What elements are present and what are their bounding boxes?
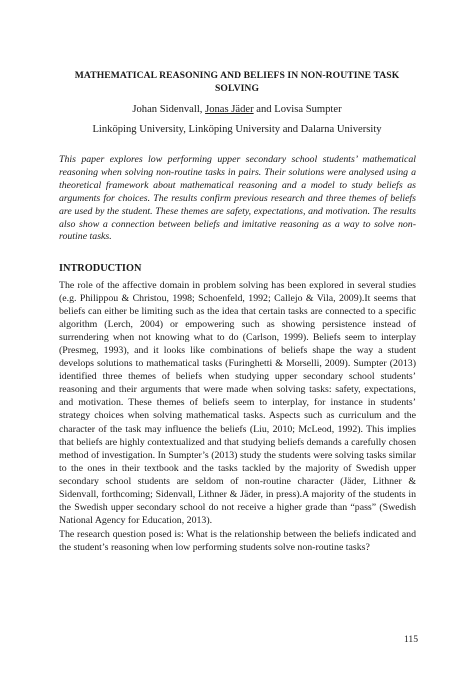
section-heading: INTRODUCTION bbox=[59, 263, 142, 274]
author-name: and Lovisa Sumpter bbox=[253, 104, 342, 115]
page-number: 115 bbox=[403, 634, 418, 645]
author-affiliation: Linköping University, Linköping University and Dalarna University bbox=[92, 124, 382, 135]
body-paragraph: The role of the affective domain in problem solving has been explored in several studies (e.g. Philippou & Christou, 1998; Schoenfeld, 1992; Callejo & Vila, 2009).It seems that beliefs can either be limiting such as the idea that certain tasks are connected to a specific algorithm (Lerch, 2004) or empowering such as showing persistence instead of surrendering when not knowing what to do (Carlson, 1999). Beliefs seem to interplay (Presmeg, 1993), and it looks like combinations of beliefs shape the way a student develops solutions to mathematical tasks (Furinghetti & Morselli, 2009). Sumpter (2013) identified three themes of beliefs when studying upper secondary school students’ reasoning and their arguments that were made when solving tasks: safety, expectations, and motivation. These themes of beliefs seem to interplay, for instance in students’ strategy choices when solving mathematical tasks. Aspects such as curriculum and the character of the task may influence the beliefs (Liu, 2010; McLeod, 1992). This implies that beliefs are highly contextualized and that studying beliefs demands a carefully chosen method of investigation. In Sumpter’s (2013) study the students were solving tasks similar to the ones in their textbook and the tasks tackled by the majority of Swedish upper secondary school students are seldom of non-routine character (Jäder, Lithner & Sidenvall, forthcoming; Sidenvall, Lithner & Jäder, in press).A majority of the students in the Swedish upper secondary school do not receive a higher grade than “pass” (Swedish National Agency for Education, 2013). bbox=[59, 280, 416, 526]
author-list bbox=[40, 103, 434, 117]
author-name-underlined: Jonas Jäder bbox=[205, 104, 254, 115]
author-name: Johan Sidenvall, bbox=[132, 104, 206, 115]
abstract: This paper explores low performing upper secondary school students’ mathematical reasoning when solving non-routine tasks in pairs. Their solutions were analysed using a theoretical framework about mathematical reasoning and a model to study beliefs as arguments for choices. The results confirm previous research and three themes of beliefs are used by the student. These themes are safety, expectations, and motivation. The results also show a connection between beliefs and imitative reasoning as a way to solve non-routine tasks. bbox=[59, 154, 416, 243]
paper-title: MATHEMATICAL REASONING AND BELIEFS IN NON-ROUTINE TASK SOLVING bbox=[74, 70, 400, 94]
body-paragraph: The research question posed is: What is the relationship between the beliefs indicated and the student’s reasoning when low performing students solve non-routine tasks? bbox=[59, 529, 416, 554]
